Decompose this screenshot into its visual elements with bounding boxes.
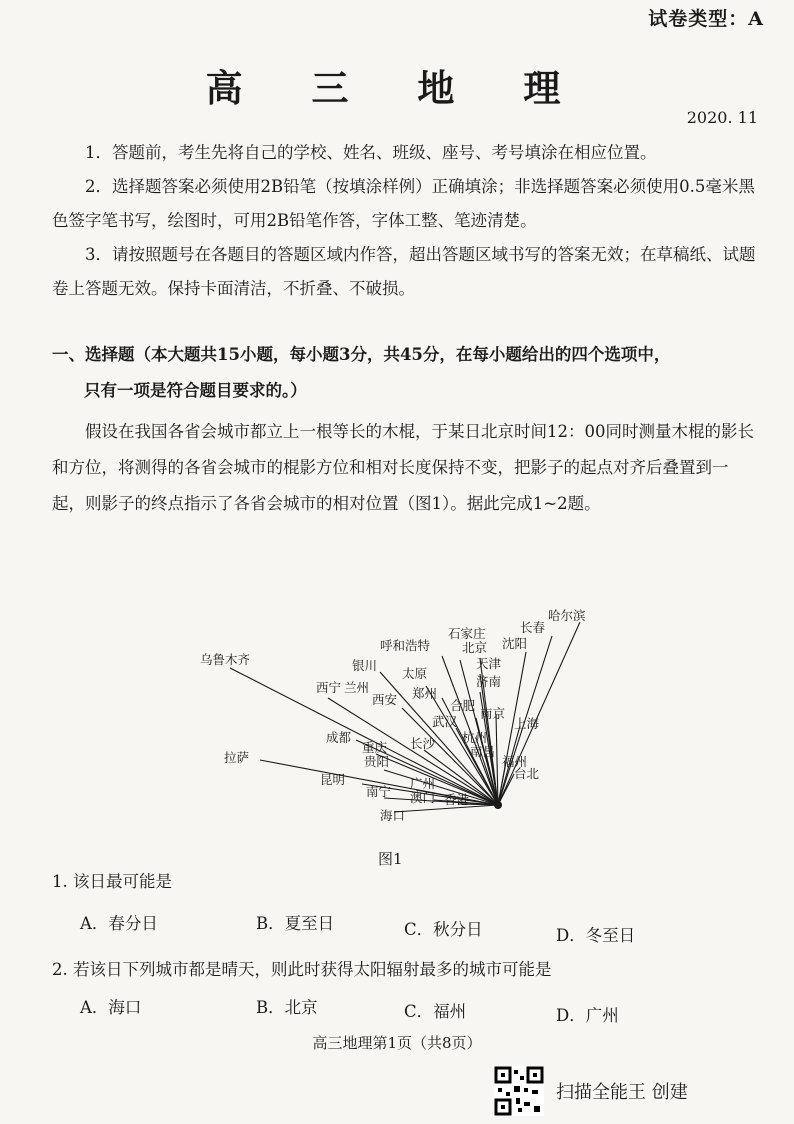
instruction-2: 2．选择题答案必须使用2B铅笔（按填涂样例）正确填涂；非选择题答案必须使用0.5毫米黑色签字笔书写，绘图时，可用2B铅笔作答，字体工整、笔迹清楚。 [52, 177, 755, 230]
city-label: 呼和浩特 [380, 638, 431, 653]
q1-option-c: C．秋分日 [404, 920, 483, 939]
city-label: 澳门 [410, 790, 436, 805]
city-label: 银川 [352, 658, 378, 673]
city-label: 乌鲁木齐 [200, 652, 251, 667]
section-heading-2: 只有一项是符合题目要求的。） [84, 381, 307, 400]
city-label: 拉萨 [224, 750, 250, 765]
passage: 假设在我国各省会城市都立上一根等长的木棍，于某日北京时间12：00同时测量木棍的影长和方位，将测得的各省会城市的棍影方位和相对长度保持不变，把影子的起点对齐后叠置到一起，则影子的终点指示了各省会城市的相对位置（图1）。据此完成1~2题。 [52, 422, 754, 513]
city-label: 济南 [476, 674, 502, 689]
city-label: 北京 [462, 640, 488, 655]
question-text: 该日最可能是 [73, 872, 172, 891]
city-label: 太原 [402, 666, 428, 681]
city-label: 重庆 [362, 740, 388, 755]
qr-code-icon [494, 1066, 544, 1116]
city-label: 沈阳 [502, 636, 528, 651]
question-number: 2. [52, 960, 68, 979]
city-label: 上海 [514, 716, 540, 731]
q2-option-b: B．北京 [256, 998, 318, 1017]
city-label: 武汉 [432, 714, 458, 729]
figure-caption: 图1 [378, 850, 403, 868]
city-label: 香港 [444, 792, 470, 807]
q2-option-a: A．海口 [80, 998, 142, 1017]
question-number: 1. [52, 872, 68, 891]
question-2 [52, 956, 552, 980]
city-label: 南昌 [470, 744, 496, 759]
city-label: 合肥 [450, 698, 476, 713]
city-label: 南京 [480, 706, 506, 721]
city-label: 福州 [502, 754, 528, 769]
instruction-1: 1．答题前，考生先将自己的学校、姓名、班级、座号、考号填涂在相应位置。 [85, 143, 657, 162]
city-label: 南宁 [366, 784, 392, 799]
page-title: 高 三 地 理 [205, 66, 589, 110]
page-footer: 高三地理第1页（共8页） [312, 1034, 482, 1052]
question-1 [52, 868, 172, 892]
q1-option-b: B．夏至日 [256, 914, 335, 933]
city-label: 兰州 [344, 680, 370, 695]
q1-option-a: A．春分日 [80, 914, 158, 933]
city-label: 杭州 [462, 730, 488, 745]
q2-option-d: D．广州 [556, 1006, 619, 1025]
city-label: 成都 [326, 730, 352, 745]
city-label: 台北 [514, 766, 540, 781]
q1-option-d: D．冬至日 [556, 926, 636, 945]
question-text: 若该日下列城市都是晴天，则此时获得太阳辐射最多的城市可能是 [73, 960, 552, 979]
city-label: 广州 [410, 776, 436, 791]
city-label: 长沙 [410, 736, 436, 751]
city-label: 贵阳 [364, 754, 390, 769]
city-label: 郑州 [412, 686, 438, 701]
exam-date: 2020. 11 [686, 108, 758, 127]
city-label: 石家庄 [448, 626, 486, 641]
shadow-figure [180, 600, 620, 840]
city-label: 西安 [372, 692, 398, 707]
scanner-watermark: 扫描全能王 创建 [556, 1082, 688, 1103]
city-label: 昆明 [320, 772, 346, 787]
city-label: 哈尔滨 [548, 608, 586, 623]
q2-option-c: C．福州 [404, 1002, 467, 1021]
city-labels [200, 608, 586, 823]
city-label: 海口 [380, 808, 406, 823]
instruction-3: 3．请按照题号在各题目的答题区域内作答，超出答题区域书写的答案无效；在草稿纸、试题卷上答题无效。保持卡面清洁，不折叠、不破损。 [52, 245, 756, 298]
section-heading: 一、选择题（本大题共15小题，每小题3分，共45分，在每小题给出的四个选项中， [52, 345, 671, 364]
city-label: 西宁 [316, 680, 342, 695]
city-label: 长春 [520, 620, 546, 635]
paper-type: 试卷类型：A [648, 8, 764, 30]
city-label: 天津 [476, 656, 502, 671]
